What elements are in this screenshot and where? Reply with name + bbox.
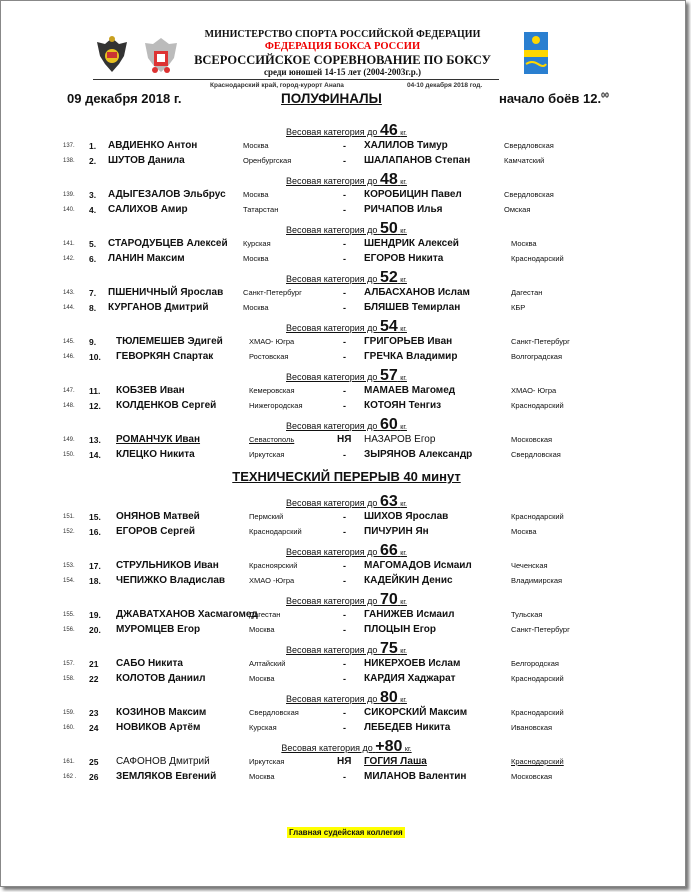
boxer-left-name: МУРОМЦЕВ Егор xyxy=(116,623,201,635)
kg-unit: кг. xyxy=(400,501,407,508)
boxer-left-name: САБО Никита xyxy=(116,658,183,669)
bout-row xyxy=(1,525,691,540)
boxer-right-name: ГОГИЯ Лаша xyxy=(364,756,427,767)
boxer-right-region: Санкт-Петербург xyxy=(511,337,570,346)
pair-index: 6. xyxy=(89,253,97,264)
bout-row xyxy=(1,755,691,770)
bout-row xyxy=(1,770,691,785)
boxer-left-name: СТРУЛЬНИКОВ Иван xyxy=(116,560,219,571)
boxer-left-region: Москва xyxy=(243,302,269,312)
bout-row xyxy=(1,139,691,154)
boxer-left-name: ТЮЛЕМЕШЕВ Эдигей xyxy=(116,336,223,347)
boxer-right-region: Камчатский xyxy=(504,155,545,165)
boxer-right-name: ХАЛИЛОВ Тимур xyxy=(364,140,448,151)
weight-category-heading xyxy=(1,221,691,237)
boxer-right-region: Краснодарский xyxy=(511,708,564,717)
boxer-right-region: Свердловская xyxy=(504,141,554,150)
bout-number: 150. xyxy=(63,451,75,458)
age-group: среди юношей 14-15 лет (2004-2003г.р.) xyxy=(264,67,421,77)
bout-separator: - xyxy=(343,141,346,151)
bout-row xyxy=(1,623,691,638)
bout-row xyxy=(1,433,691,448)
boxer-right-region: Москва xyxy=(511,526,537,536)
bout-row xyxy=(1,301,691,316)
category-weight: +80 xyxy=(375,738,403,755)
bout-row xyxy=(1,252,691,267)
weight-category-label xyxy=(286,367,407,384)
weight-category-heading xyxy=(1,592,691,608)
category-weight: 50 xyxy=(379,220,398,237)
pair-index: 25 xyxy=(89,757,99,767)
boxer-left-region: Нижегородская xyxy=(249,400,303,410)
boxer-left-region: Курская xyxy=(243,239,271,248)
bout-separator: - xyxy=(343,673,346,684)
boxer-right-region: Москва xyxy=(511,239,537,248)
pair-index: 4. xyxy=(89,204,97,215)
day-date: 09 декабря 2018 г. xyxy=(67,91,182,106)
bout-separator: - xyxy=(343,351,346,362)
bout-separator: - xyxy=(343,288,346,298)
boxer-right-name: ЕГОРОВ Никита xyxy=(364,252,444,264)
bout-separator: - xyxy=(343,575,346,586)
boxer-left-name: КУРГАНОВ Дмитрий xyxy=(108,301,209,313)
bout-row xyxy=(1,706,691,721)
boxer-left-name: ГЕВОРКЯН Спартак xyxy=(116,350,214,362)
weight-category-heading xyxy=(1,270,691,286)
boxer-left-name: КОБЗЕВ Иван xyxy=(116,385,185,396)
boxer-left-name: ШУТОВ Данила xyxy=(108,154,185,166)
category-prefix: Весовая категория до xyxy=(286,547,378,557)
boxer-right-region: Омская xyxy=(504,204,531,214)
boxer-left-region: Москва xyxy=(243,141,269,150)
boxer-right-region: Чеченская xyxy=(511,561,548,570)
weight-category-label xyxy=(286,542,407,559)
bout-separator: - xyxy=(343,561,346,571)
technical-break-text: ТЕХНИЧЕСКИЙ ПЕРЕРЫВ 40 минут xyxy=(232,469,461,484)
bout-number: 154. xyxy=(63,577,75,584)
bout-row xyxy=(1,448,691,463)
boxer-left-name: АВДИЕНКО Антон xyxy=(108,140,198,151)
boxer-right-name: НИКЕРХОЕВ Ислам xyxy=(364,658,461,669)
category-prefix: Весовая категория до xyxy=(286,645,378,655)
boxer-right-region: Свердловская xyxy=(511,449,561,459)
pair-index: 9. xyxy=(89,337,97,347)
bout-number: 137. xyxy=(63,143,75,149)
boxer-left-region: Санкт-Петербург xyxy=(243,288,302,297)
bout-number: 159. xyxy=(63,710,75,716)
boxer-left-region: Иркутская xyxy=(249,757,285,766)
pair-index: 1. xyxy=(89,141,97,151)
boxer-left-region: Ростовская xyxy=(249,351,289,361)
boxer-left-name: КЛЕЦКО Никита xyxy=(116,448,195,460)
boxer-right-name: КОРОБИЦИН Павел xyxy=(364,189,462,200)
category-weight: 75 xyxy=(379,640,398,657)
boxer-right-name: ШЕНДРИК Алексей xyxy=(364,238,459,249)
pair-index: 10. xyxy=(89,351,101,362)
start-time-minutes: 00 xyxy=(601,92,609,100)
boxer-right-name: ШИХОВ Ярослав xyxy=(364,511,449,522)
bout-separator: - xyxy=(343,155,346,166)
competition-title: ВСЕРОССИЙСКОЕ СОРЕВНОВАНИЕ ПО БОКСУ xyxy=(194,53,491,67)
pair-index: 24 xyxy=(89,722,99,733)
boxer-left-region: Иркутская xyxy=(249,449,285,459)
boxer-right-region: Тульская xyxy=(511,610,543,619)
boxer-left-name: ЧЕПИЖКО Владислав xyxy=(116,574,226,586)
boxer-right-region: Московская xyxy=(511,435,553,444)
bout-number: 138. xyxy=(63,157,75,164)
kg-unit: кг. xyxy=(400,424,407,431)
category-weight: 46 xyxy=(379,122,398,139)
boxer-left-name: САФОНОВ Дмитрий xyxy=(116,756,210,767)
boxer-left-region: Кемеровская xyxy=(249,386,295,395)
bout-number: 145. xyxy=(63,339,75,345)
boxer-left-region: Москва xyxy=(243,253,269,263)
bout-number: 149. xyxy=(63,437,75,443)
bout-row xyxy=(1,399,691,414)
boxer-left-region: Пермский xyxy=(249,512,284,521)
weight-category-heading xyxy=(1,739,691,755)
weight-category-label xyxy=(286,640,407,657)
category-prefix: Весовая категория до xyxy=(286,274,378,284)
boxer-right-region: Волгоградская xyxy=(511,351,563,361)
pair-index: 2. xyxy=(89,155,97,166)
boxer-right-region: Краснодарский xyxy=(511,400,564,410)
bout-separator: НЯ xyxy=(337,434,352,445)
pair-index: 12. xyxy=(89,400,101,411)
boxer-right-name: ПИЧУРИН Ян xyxy=(364,525,429,537)
boxer-left-name: КОЗИНОВ Максим xyxy=(116,707,207,718)
start-time xyxy=(499,91,609,106)
boxer-left-region: Татарстан xyxy=(243,204,279,214)
category-weight: 48 xyxy=(379,171,398,188)
boxer-left-name: АДЫГЕЗАЛОВ Эльбрус xyxy=(108,189,226,200)
pair-index: 13. xyxy=(89,435,101,445)
boxer-right-name: МАГОМАДОВ Исмаил xyxy=(364,560,472,571)
category-prefix: Весовая категория до xyxy=(286,421,378,431)
boxer-right-region: Санкт-Петербург xyxy=(511,624,570,634)
boxer-right-region: Свердловская xyxy=(504,190,554,199)
boxer-right-name: ГРЕЧКА Владимир xyxy=(364,350,458,362)
pair-index: 16. xyxy=(89,526,101,537)
boxer-left-region: Москва xyxy=(249,624,275,634)
category-prefix: Весовая категория до xyxy=(281,743,373,753)
category-weight: 54 xyxy=(379,318,398,335)
pair-index: 7. xyxy=(89,288,97,298)
boxer-left-name: КОЛОТОВ Даниил xyxy=(116,672,206,684)
bout-separator: - xyxy=(343,526,346,537)
technical-break xyxy=(1,462,691,494)
bout-row xyxy=(1,510,691,525)
boxer-left-name: КОЛДЕНКОВ Сергей xyxy=(116,399,217,411)
boxer-left-region: Алтайский xyxy=(249,659,286,668)
boxer-right-name: КАДЕЙКИН Денис xyxy=(364,574,453,586)
weight-category-heading xyxy=(1,690,691,706)
boxer-right-name: МАМАЕВ Магомед xyxy=(364,385,456,396)
pair-index: 17. xyxy=(89,561,101,571)
boxer-right-region: Краснодарский xyxy=(511,757,564,766)
boxer-left-name: ЛАНИН Максим xyxy=(108,252,185,264)
weight-category-heading xyxy=(1,641,691,657)
bout-number: 162 . xyxy=(63,773,77,780)
category-prefix: Весовая категория до xyxy=(286,323,378,333)
bout-row xyxy=(1,188,691,203)
boxer-right-name: КАРДИЯ Хаджарат xyxy=(364,672,456,684)
boxer-right-region: Краснодарский xyxy=(511,512,564,521)
pair-index: 20. xyxy=(89,624,101,635)
kg-unit: кг. xyxy=(400,599,407,606)
pair-index: 26 xyxy=(89,771,99,782)
bout-separator: - xyxy=(343,659,346,669)
boxer-left-name: САЛИХОВ Амир xyxy=(108,203,188,215)
weight-category-label xyxy=(286,591,407,608)
boxer-left-region: Оренбургская xyxy=(243,155,292,165)
pair-index: 22 xyxy=(89,673,99,684)
header-divider xyxy=(93,79,499,80)
kg-unit: кг. xyxy=(400,648,407,655)
bout-number: 139. xyxy=(63,192,75,198)
bout-separator: - xyxy=(343,400,346,411)
boxer-right-name: ЛЕБЕДЕВ Никита xyxy=(364,721,451,733)
kg-unit: кг. xyxy=(400,228,407,235)
boxer-right-name: АЛБАСХАНОВ Ислам xyxy=(364,287,470,298)
weight-category-label xyxy=(286,689,407,706)
bout-row xyxy=(1,335,691,350)
bout-number: 156. xyxy=(63,626,75,633)
bout-separator: - xyxy=(343,449,346,460)
weight-category-label xyxy=(286,269,407,286)
boxer-right-region: Владимирская xyxy=(511,575,563,585)
pair-index: 5. xyxy=(89,239,97,249)
boxer-left-name: ЗЕМЛЯКОВ Евгений xyxy=(116,770,217,782)
weight-category-label xyxy=(286,122,407,139)
kg-unit: кг. xyxy=(400,550,407,557)
boxer-right-region: Белгородская xyxy=(511,659,559,668)
bout-separator: - xyxy=(343,771,346,782)
boxer-left-region: Москва xyxy=(249,771,275,781)
bout-number: 140. xyxy=(63,206,75,213)
kg-unit: кг. xyxy=(400,697,407,704)
boxer-left-name: ПШЕНИЧНЫЙ Ярослав xyxy=(108,287,224,298)
bout-separator: - xyxy=(343,722,346,733)
boxer-left-region: Дагестан xyxy=(249,610,281,619)
bout-separator: - xyxy=(343,337,346,347)
weight-category-label xyxy=(286,318,407,335)
bout-row xyxy=(1,574,691,589)
weight-category-heading xyxy=(1,417,691,433)
bout-number: 151. xyxy=(63,514,75,520)
weight-category-heading xyxy=(1,543,691,559)
boxer-right-name: ЗЫРЯНОВ Александр xyxy=(364,448,473,460)
bout-separator: - xyxy=(343,386,346,396)
boxer-left-region: Севастополь xyxy=(249,435,295,444)
boxer-left-region: ХМАО -Югра xyxy=(249,575,295,585)
bout-number: 147. xyxy=(63,388,75,394)
bout-number: 155. xyxy=(63,612,75,618)
pair-index: 18. xyxy=(89,575,101,586)
bout-row xyxy=(1,721,691,736)
bout-separator: НЯ xyxy=(337,756,352,767)
kg-unit: кг. xyxy=(400,375,407,382)
bout-separator: - xyxy=(343,253,346,264)
bout-number: 144. xyxy=(63,304,75,311)
pair-index: 3. xyxy=(89,190,97,200)
category-prefix: Весовая категория до xyxy=(286,596,378,606)
pair-index: 11. xyxy=(89,386,101,396)
boxer-left-region: ХМАО- Югра xyxy=(249,337,295,346)
boxer-right-region: Краснодарский xyxy=(511,673,564,683)
category-weight: 80 xyxy=(379,689,398,706)
bout-separator: - xyxy=(343,624,346,635)
bout-row xyxy=(1,672,691,687)
boxer-left-region: Свердловская xyxy=(249,708,299,717)
bout-number: 146. xyxy=(63,353,75,360)
category-prefix: Весовая категория до xyxy=(286,176,378,186)
bout-list xyxy=(1,123,691,784)
bout-row xyxy=(1,657,691,672)
boxer-left-region: Москва xyxy=(249,673,275,683)
boxer-right-name: РИЧАПОВ Илья xyxy=(364,203,443,215)
bout-row xyxy=(1,237,691,252)
pair-index: 19. xyxy=(89,610,101,620)
ministry-title: МИНИСТЕРСТВО СПОРТА РОССИЙСКОЙ ФЕДЕРАЦИИ xyxy=(204,29,481,40)
bout-number: 161. xyxy=(63,759,75,765)
bout-separator: - xyxy=(343,204,346,215)
boxer-left-region: Москва xyxy=(243,190,269,199)
kg-unit: кг. xyxy=(400,326,407,333)
boxer-right-region: Московская xyxy=(511,771,553,781)
kg-unit: кг. xyxy=(404,746,412,753)
bout-row xyxy=(1,154,691,169)
boxer-right-region: Дагестан xyxy=(511,288,543,297)
weight-category-heading xyxy=(1,368,691,384)
boxer-right-name: БЛЯШЕВ Темирлан xyxy=(364,301,461,313)
boxer-left-name: РОМАНЧУК Иван xyxy=(116,434,201,445)
category-weight: 63 xyxy=(379,493,398,510)
category-weight: 70 xyxy=(379,591,398,608)
bout-row xyxy=(1,286,691,301)
bout-number: 157. xyxy=(63,661,75,667)
bout-separator: - xyxy=(343,512,346,522)
bout-number: 158. xyxy=(63,675,75,682)
category-prefix: Весовая категория до xyxy=(286,372,378,382)
bout-row xyxy=(1,608,691,623)
boxer-right-name: ШАЛАПАНОВ Степан xyxy=(364,154,471,166)
bout-separator: - xyxy=(343,190,346,200)
chief-judges-label: Главная судейская коллегия xyxy=(289,828,403,837)
kg-unit: кг. xyxy=(400,277,407,284)
category-weight: 60 xyxy=(379,416,398,433)
kg-unit: кг. xyxy=(400,179,407,186)
boxer-left-name: ЕГОРОВ Сергей xyxy=(116,525,196,537)
bout-separator: - xyxy=(343,239,346,249)
boxer-left-name: СТАРОДУБЦЕВ Алексей xyxy=(108,238,228,249)
bout-number: 143. xyxy=(63,290,75,296)
pair-index: 14. xyxy=(89,449,101,460)
weight-category-label xyxy=(286,220,407,237)
weight-category-heading xyxy=(1,123,691,139)
pair-index: 23 xyxy=(89,708,99,718)
competition-dates: 04-10 декабря 2018 год. xyxy=(407,82,483,89)
bout-number: 141. xyxy=(63,241,75,247)
pair-index: 21 xyxy=(89,659,99,669)
boxer-right-name: ГРИГОРЬЕВ Иван xyxy=(364,336,453,347)
pair-index: 15. xyxy=(89,512,101,522)
federation-title: ФЕДЕРАЦИЯ БОКСА РОССИИ xyxy=(264,41,421,52)
boxer-left-name: ОНЯНОВ Матвей xyxy=(116,511,200,522)
boxer-right-name: СИКОРСКИЙ Максим xyxy=(364,707,468,718)
bout-number: 148. xyxy=(63,402,75,409)
category-prefix: Весовая категория до xyxy=(286,225,378,235)
category-prefix: Весовая категория до xyxy=(286,127,378,137)
bout-separator: - xyxy=(343,302,346,313)
category-weight: 52 xyxy=(379,269,398,286)
bout-separator: - xyxy=(343,708,346,718)
boxer-right-region: КБР xyxy=(511,302,526,312)
bout-row xyxy=(1,350,691,365)
bout-number: 160. xyxy=(63,724,75,731)
boxer-right-region: Ивановская xyxy=(511,722,553,732)
category-prefix: Весовая категория до xyxy=(286,498,378,508)
bout-row xyxy=(1,384,691,399)
boxer-right-name: КОТОЯН Тенгиз xyxy=(364,399,442,411)
start-time-label: начало боёв 12. xyxy=(499,91,602,106)
category-prefix: Весовая категория до xyxy=(286,694,378,704)
weight-category-heading xyxy=(1,172,691,188)
bout-number: 152. xyxy=(63,528,75,535)
boxer-right-region: ХМАО- Югра xyxy=(511,386,557,395)
boxer-right-name: МИЛАНОВ Валентин xyxy=(364,770,467,782)
bout-row xyxy=(1,203,691,218)
boxer-left-name: ДЖАВАТХАНОВ Хасмагомед xyxy=(116,609,258,620)
boxer-left-region: Красноярский xyxy=(249,561,298,570)
boxer-right-name: ГАНИЖЕВ Исмаил xyxy=(364,609,455,620)
boxer-right-region: Краснодарский xyxy=(511,253,564,263)
weight-category-label xyxy=(281,738,412,755)
boxer-left-name: НОВИКОВ Артём xyxy=(116,721,201,733)
bout-number: 153. xyxy=(63,563,75,569)
bout-row xyxy=(1,559,691,574)
boxer-left-region: Курская xyxy=(249,722,277,732)
weight-category-label xyxy=(286,171,407,188)
boxer-right-name: ПЛОЦЫН Егор xyxy=(364,623,436,635)
kg-unit: кг. xyxy=(400,130,407,137)
bout-number: 142. xyxy=(63,255,75,262)
stage-title: ПОЛУФИНАЛЫ xyxy=(281,91,382,106)
location: Краснодарский край, город-курорт Анапа xyxy=(210,82,344,89)
weight-category-label xyxy=(286,416,407,433)
bout-separator: - xyxy=(343,610,346,620)
weight-category-label xyxy=(286,493,407,510)
category-weight: 57 xyxy=(379,367,398,384)
pair-index: 8. xyxy=(89,302,97,313)
boxer-left-region: Краснодарский xyxy=(249,526,302,536)
weight-category-heading xyxy=(1,494,691,510)
weight-category-heading xyxy=(1,319,691,335)
category-weight: 66 xyxy=(379,542,398,559)
boxer-right-name: НАЗАРОВ Егор xyxy=(364,434,436,445)
